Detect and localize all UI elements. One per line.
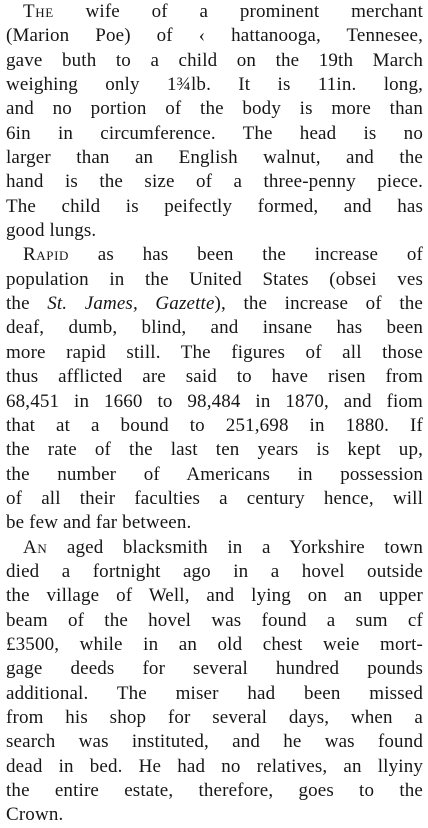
text-line: and no portion of the body is more than bbox=[6, 98, 423, 120]
publication-title: St. James, Gazette bbox=[47, 293, 215, 315]
lead-word: Rapid bbox=[23, 244, 70, 266]
text-line: 6in in circumference. The head is no bbox=[6, 122, 423, 144]
text-line: that at a bound to 251,698 in 1880. If bbox=[6, 414, 423, 436]
text-line: 68,451 in 1660 to 98,484 in 1870, and fiom bbox=[6, 390, 423, 412]
text-line: of all their faculties a century hence, will bbox=[6, 487, 423, 509]
newspaper-column bbox=[6, 0, 423, 828]
lead-word: The bbox=[23, 1, 54, 22]
text-line: larger than an English walnut, and the bbox=[6, 147, 423, 169]
text-line: died a fortnight ago in a hovel outside bbox=[6, 560, 423, 582]
lead-word: An bbox=[23, 536, 48, 558]
news-item-tiny-baby bbox=[6, 0, 423, 243]
text-line: The child is peifectly formed, and has bbox=[6, 195, 423, 217]
text-line: Rapid as has been the increase of bbox=[23, 244, 423, 266]
text-line: hand is the size of a three-penny piece. bbox=[6, 171, 423, 193]
text-line: deaf, dumb, blind, and insane has been bbox=[6, 317, 423, 339]
news-item-population bbox=[6, 243, 423, 535]
text-line: be few and far between. bbox=[6, 512, 192, 534]
text-line: (Marion Poe) of ‹ hattanooga, Tennesee, bbox=[6, 25, 423, 47]
text-line: additional. The miser had been missed bbox=[6, 682, 423, 704]
text-line: Crown. bbox=[6, 804, 64, 826]
text-line: good lungs. bbox=[6, 220, 97, 242]
text-line: The wife of a prominent merchant bbox=[23, 1, 423, 22]
text-line: gave buth to a child on the 19th March bbox=[6, 49, 423, 71]
text-line: from his shop for several days, when a bbox=[6, 706, 423, 728]
text-line: gage deeds for several hundred pounds bbox=[6, 658, 423, 680]
text-line: population in the United States (obsei ves bbox=[6, 268, 423, 290]
news-item-blacksmith-miser bbox=[6, 536, 423, 828]
text-line: the village of Well, and lying on an upper bbox=[6, 585, 423, 607]
text-line: weighing only 1¾lb. It is 11in. long, bbox=[6, 74, 423, 96]
text-line: dead in bed. He had no relatives, an llyiny bbox=[6, 755, 423, 777]
text-line: the entire estate, therefore, goes to the bbox=[6, 780, 423, 801]
text-line: thus afflicted are said to have risen from bbox=[6, 366, 423, 388]
text-line: £3500, while in an old chest weie mort- bbox=[6, 633, 423, 655]
text-line: beam of the hovel was found a sum cf bbox=[6, 609, 423, 631]
text-line: search was instituted, and he was found bbox=[6, 731, 423, 753]
text-line: more rapid still. The figures of all those bbox=[6, 341, 423, 363]
text-line: the rate of the last ten years is kept up, bbox=[6, 439, 423, 461]
text-line: the St. James, Gazette), the increase of the bbox=[6, 293, 423, 315]
text-line: An aged blacksmith in a Yorkshire town bbox=[23, 536, 423, 558]
text-line: the number of Americans in possession bbox=[6, 463, 423, 485]
